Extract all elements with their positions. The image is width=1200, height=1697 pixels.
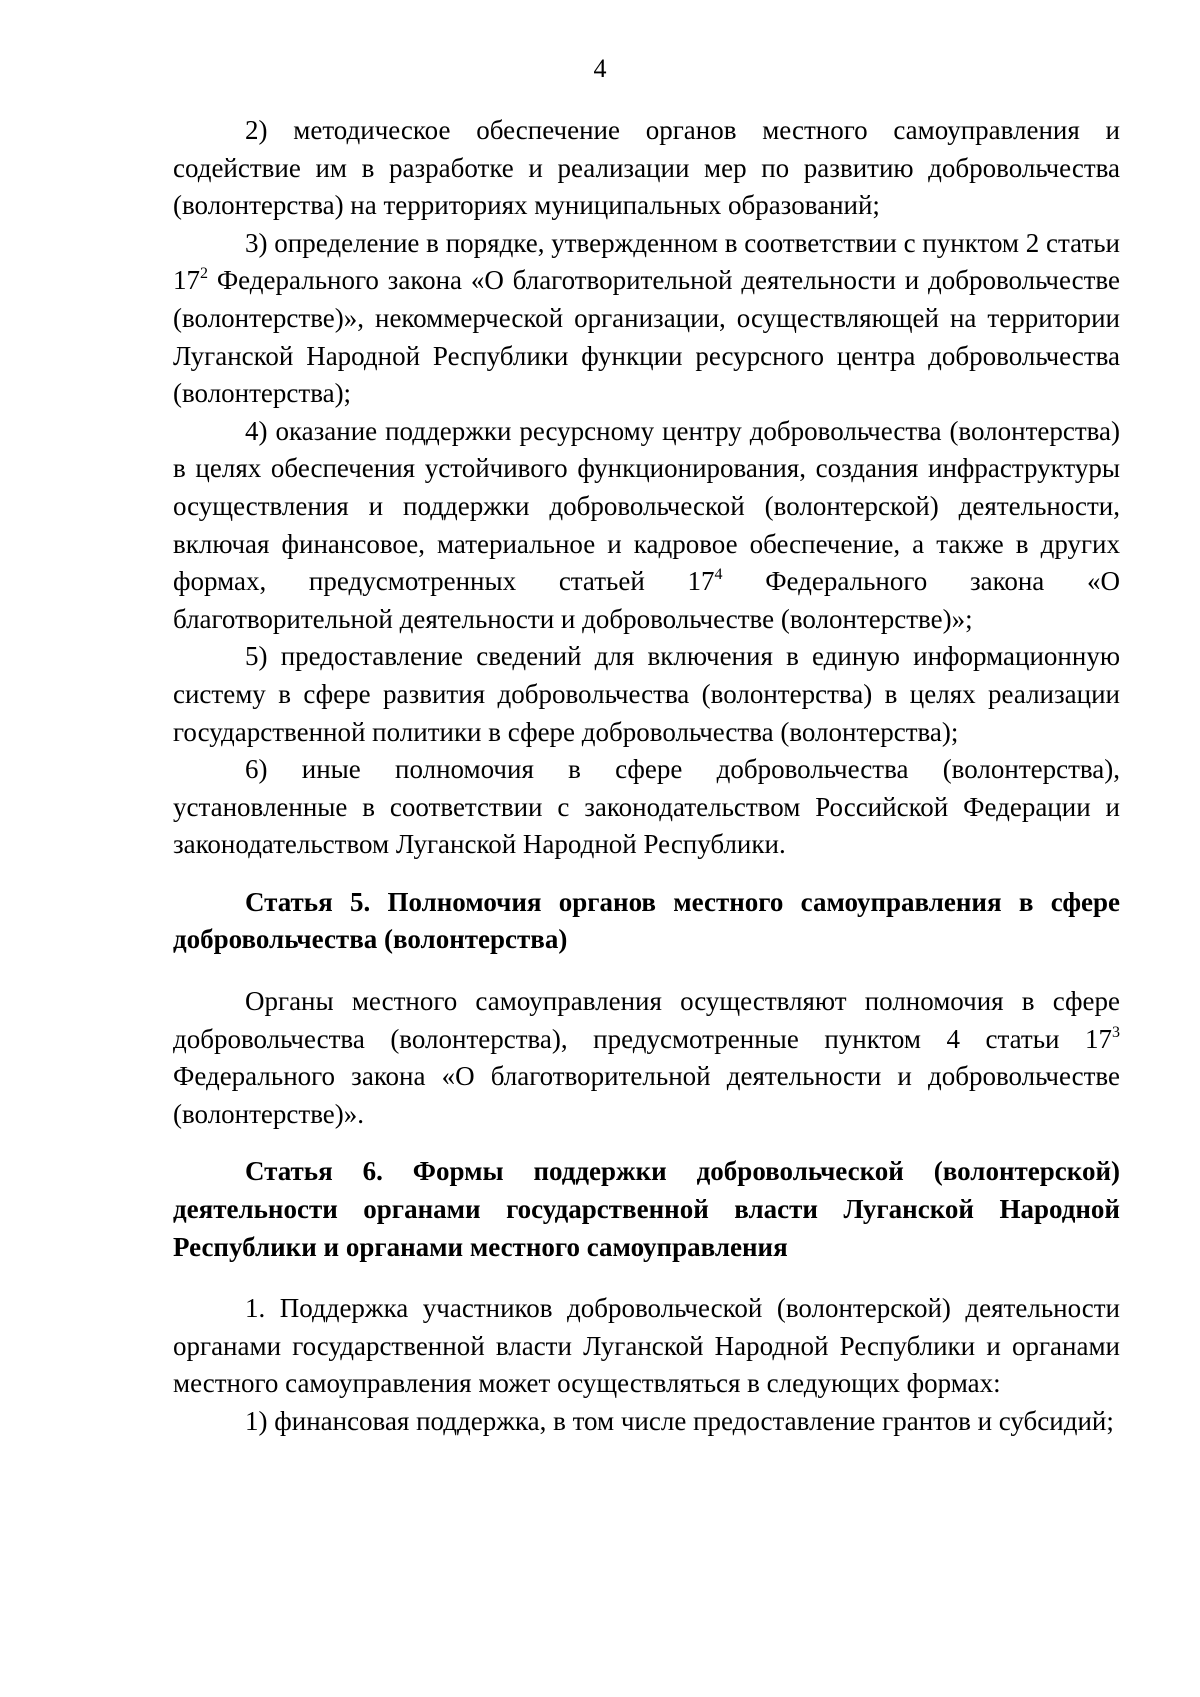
superscript: 4 <box>714 566 723 584</box>
list-item <box>173 112 1120 225</box>
superscript: 2 <box>200 265 208 283</box>
document-body <box>173 112 1120 1441</box>
item-text: определение в порядке, утвержденном в соответствии с пунктом 2 статьи 17 <box>173 227 1121 296</box>
superscript: 3 <box>1112 1023 1120 1041</box>
article-5-heading: Статья 5. Полномочия органов местного самоуправления в сфере добровольчества (волонтерства) <box>173 886 1120 955</box>
list-item <box>173 751 1120 864</box>
item-text: оказание поддержки ресурсному центру добровольчества (волонтерства) в целях обеспечения устойчивого функционирования, создания инфраструктуры осуществления и поддержки добровольческой (волонтерской) деятельности, включая финансовое, материальное и кадровое обеспечение, а также в других формах, предусмотренных статьей 17 <box>173 415 1120 597</box>
item-number: 1) <box>245 1406 268 1436</box>
list-item <box>173 413 1120 639</box>
article-6-heading: Статья 6. Формы поддержки добровольческой (волонтерской) деятельности органами государственной власти Луганской Народной Республики и органами местного самоуправления <box>173 1156 1120 1262</box>
item-number: 4) <box>245 415 268 446</box>
item-number: 6) <box>245 754 268 785</box>
list-item <box>173 225 1120 413</box>
paragraph-text: Органы местного самоуправления осуществляют полномочия в сфере добровольчества (волонтерства), предусмотренные пунктом 4 статьи 17 <box>173 986 1120 1054</box>
item-number: 3) <box>245 227 268 258</box>
item-text: предоставление сведений для включения в единую информационную систему в сфере развития добровольчества (волонтерства) в целях реализации государственной политики в сфере добровольчества (волонтерства); <box>173 641 1120 747</box>
article-5-text <box>173 983 1120 1133</box>
item-text: финансовая поддержка, в том числе предоставление грантов и субсидий; <box>274 1406 1114 1436</box>
list-item <box>173 1403 1120 1441</box>
list-item <box>173 638 1120 751</box>
item-text: Федерального закона «О благотворительной деятельности и добровольчестве (волонтерстве)»; <box>173 566 1120 634</box>
page-number: 4 <box>593 54 607 83</box>
item-text: Федерального закона «О благотворительной деятельности и добровольчестве (волонтерстве)», некоммерческой организации, осуществляющей на территории Луганской Народной Республики функции ресурсного центра добровольчества (волонтерства); <box>173 265 1120 409</box>
item-number: 5) <box>245 641 268 672</box>
item-text: методическое обеспечение органов местного самоуправления и содействие им в разработке и реализации мер по развитию добровольчества (волонтерства) на территориях муниципальных образований; <box>173 115 1121 221</box>
item-text: иные полномочия в сфере добровольчества (волонтерства), установленные в соответствии с законодательством Российской Федерации и законодательством Луганской Народной Республики. <box>173 754 1120 860</box>
article-6-paragraph-1: 1. Поддержка участников добровольческой (волонтерской) деятельности органами государственной власти Луганской Народной Республики и органами местного самоуправления может осуществляться в следующих формах: <box>173 1293 1120 1399</box>
paragraph-text: Федерального закона «О благотворительной деятельности и добровольчестве (волонтерстве)». <box>173 1061 1120 1129</box>
item-number: 2) <box>245 115 268 145</box>
